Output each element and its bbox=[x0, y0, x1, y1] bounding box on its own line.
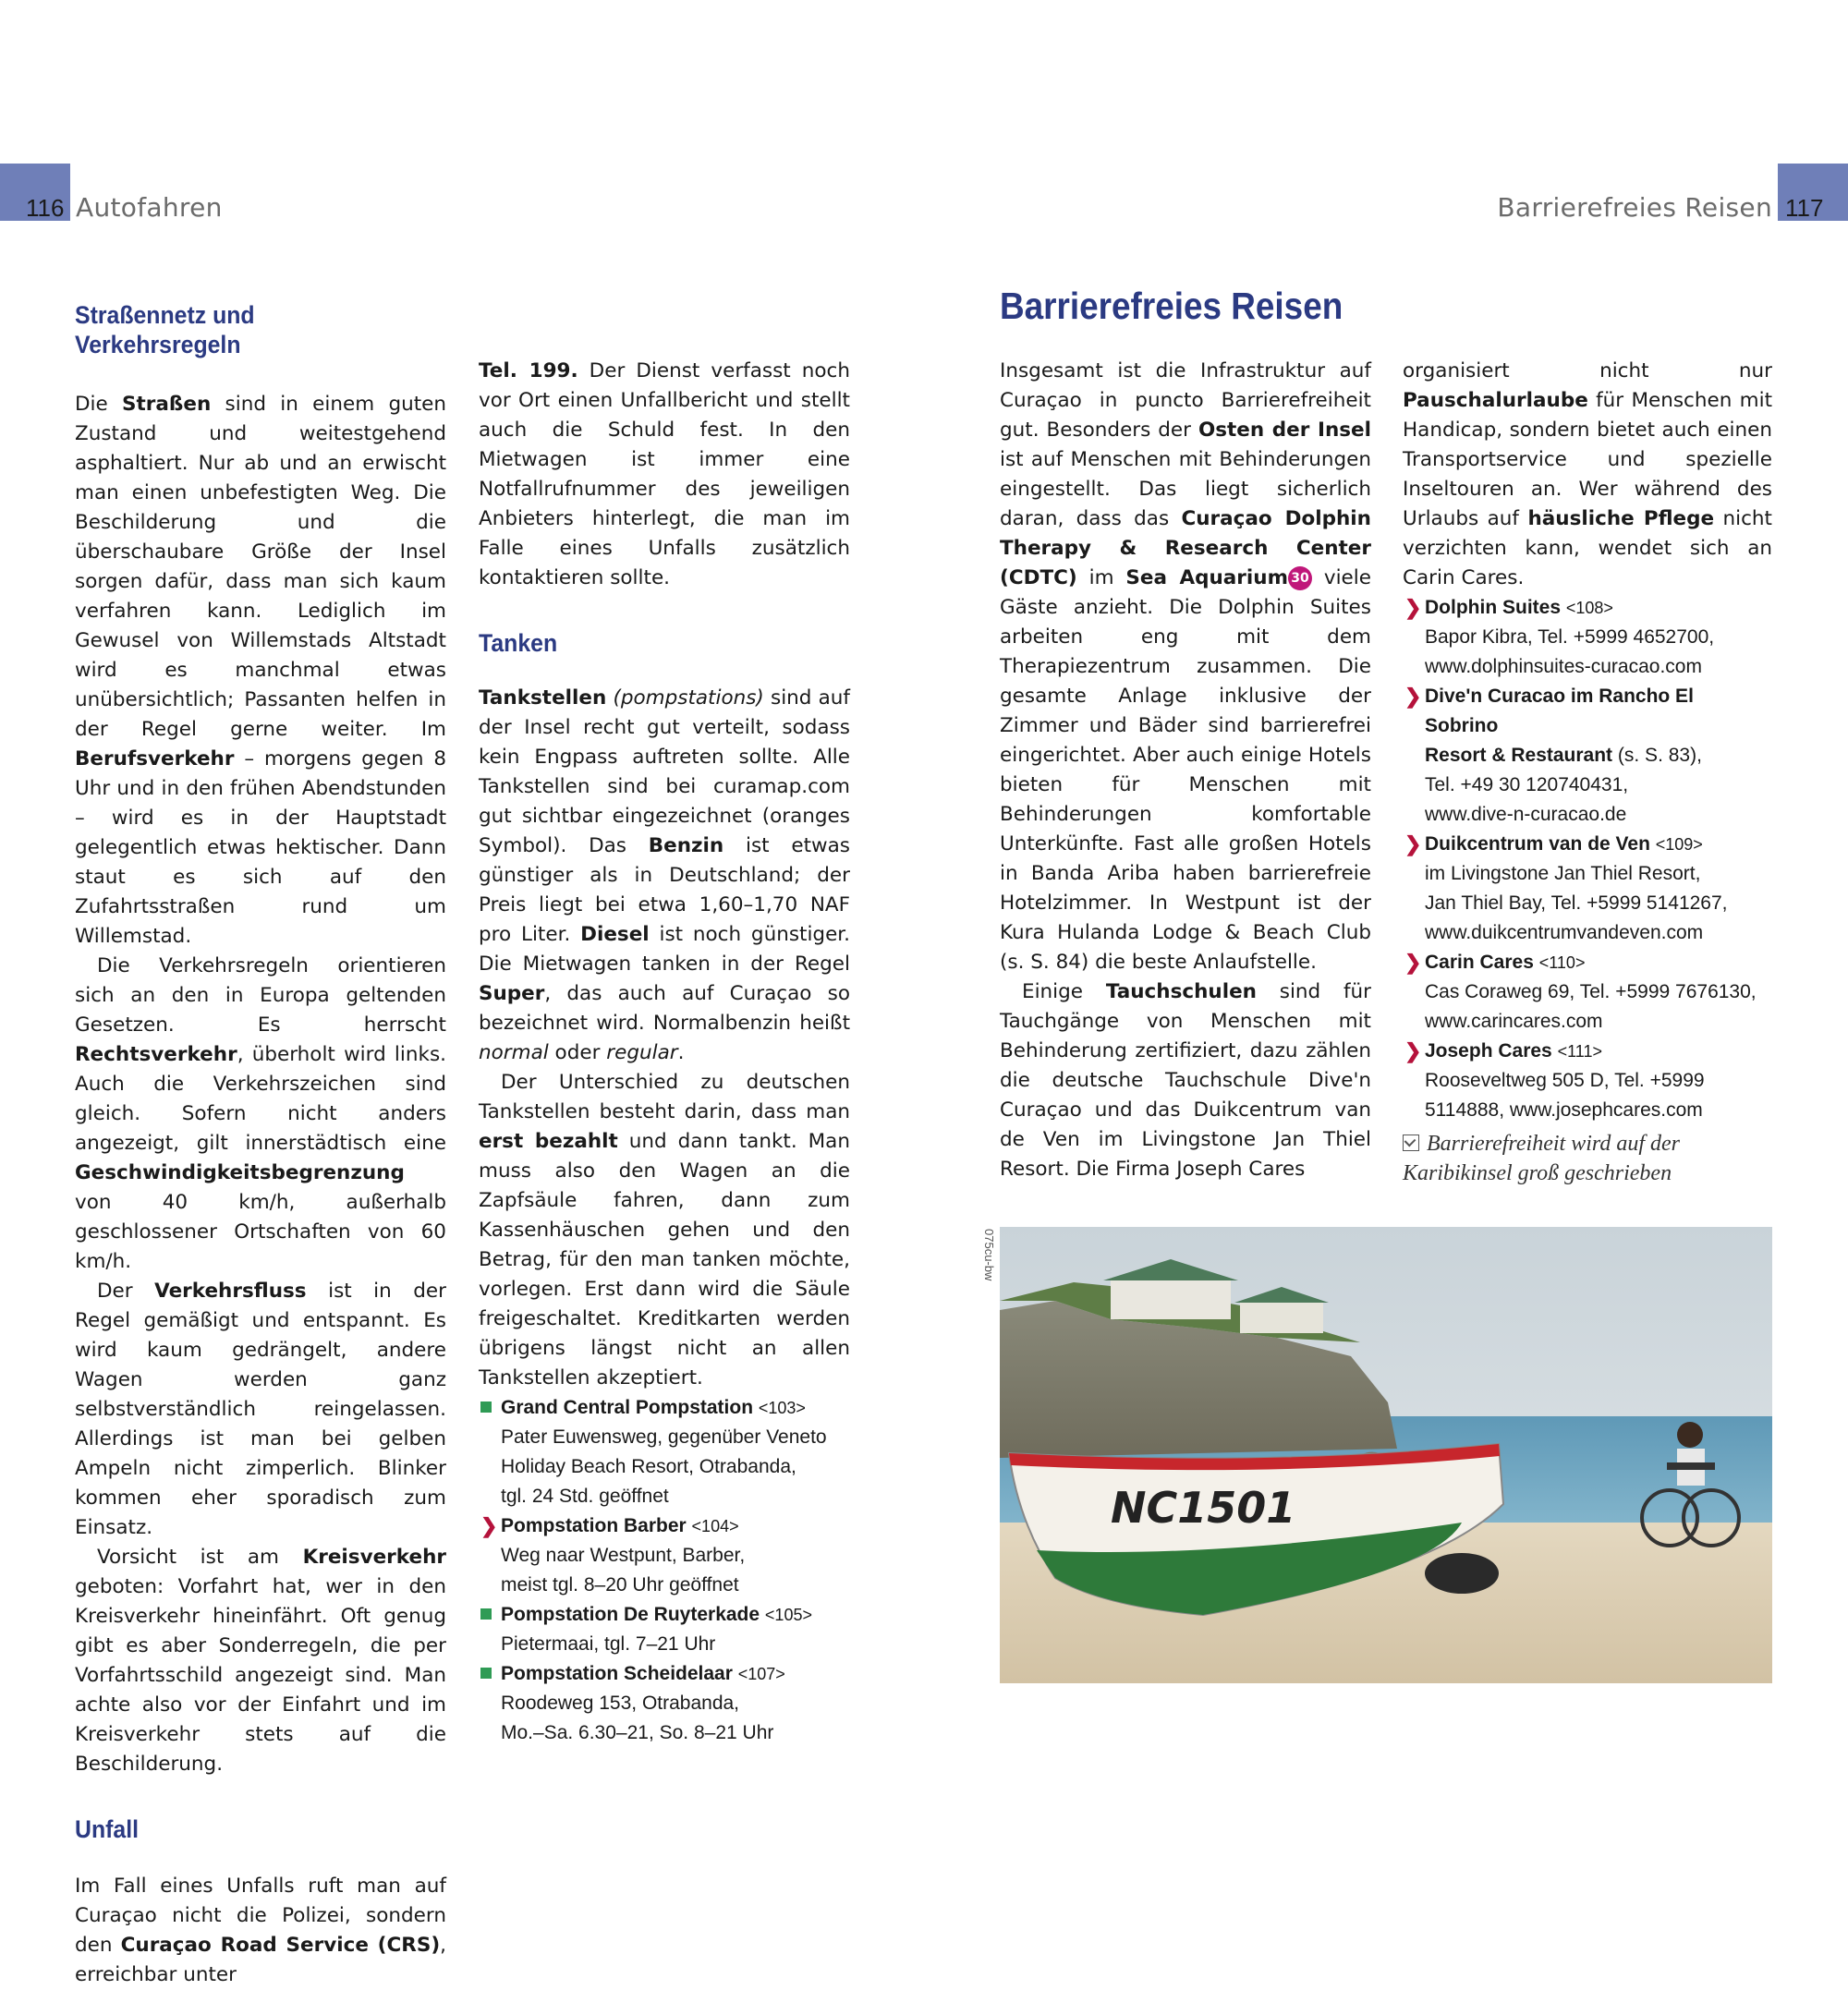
paragraph-fuel-payment: Der Unterschied zu deutschen Tankstellen besteht darin, dass man erst bezahlt und dann tankt. Man muss also den Wagen an die Zapfsäule fahren, dann zum Kassenhäuschen gehen und den Betrag, für den man tanken möchte, vorlegen. Erst dann wird die Säule freigeschaltet. Kreditkarten werden übrigens längst nicht an allen Tankstellen akzeptiert. bbox=[479, 1071, 850, 1389]
entry-name: Dolphin Suites bbox=[1425, 597, 1561, 618]
entry-name: Carin Cares bbox=[1425, 952, 1534, 973]
entry-detail-line: Jan Thiel Bay, Tel. +5999 5141267, bbox=[1425, 892, 1728, 914]
chevron-bullet-icon: ❯ bbox=[1404, 685, 1422, 708]
entry-detail-line: 5114888, www.josephcares.com bbox=[1425, 1099, 1703, 1121]
paragraph-roads: Die Straßen sind in einem guten Zustand und weitestgehend asphaltiert. Nur ab und an erwischt man einen unbefestigten Weg. Die Beschilderung und die überschaubare Größe der Insel sorgen dafür, dass man sich kaum verfahren kann. Lediglich im Gewusel von Willemstads Altstadt wird es manchmal etwas unübersichtlich; Passanten helfen in der Regel gerne weiter. Im Berufsverkehr – morgens gegen 8 Uhr und in den frühen Abendstunden – wird es in der Hauptstadt gelegentlich etwas hektischer. Dann staut es sich auf den Zufahrtsstraßen rund um Willemstad. bbox=[75, 393, 446, 948]
entry-ref: <103> bbox=[758, 1399, 806, 1417]
entry-detail-line: www.dive-n-curacao.de bbox=[1425, 804, 1627, 825]
entry-detail-line: im Livingstone Jan Thiel Resort, bbox=[1425, 863, 1701, 884]
entry-ref: <105> bbox=[764, 1606, 812, 1624]
paragraph-accessibility: Insgesamt ist die Infrastruktur auf Curaçao in puncto Barrierefreiheit gut. Besonders der Osten der Insel ist auf Menschen mit Behinderungen eingestellt. Das liegt sicherlich daran, dass das Curaçao Dolphin Therapy & Research Center (CDTC) im Sea Aquarium 30 viele Gäste anzieht. Die Dolphin Suites arbeiten eng mit dem Therapiezentrum zusammen. Die gesamte Anlage inklusive der Zimmer und Bäder sind barrierefrei eingerichtet. Aber auch einige Hotels bieten für Menschen mit Behinderungen komfortable Unterkünfte. Fast alle großen Hotels in Banda Ariba haben barrierefreie Hotelzimmer. In Westpunt ist der Kura Hulanda Lodge & Beach Club (s. S. 84) die beste Anlaufstelle. bbox=[1000, 359, 1371, 974]
entry-detail-line: Pater Euwensweg, gegenüber Veneto bbox=[501, 1426, 827, 1448]
entry-ref: <108> bbox=[1565, 599, 1613, 617]
entry-detail-line: tgl. 24 Std. geöffnet bbox=[501, 1486, 669, 1507]
page-title: Barrierefreies Reisen bbox=[1000, 285, 1343, 327]
paragraph-rules: Die Verkehrsregeln orientieren sich an den in Europa geltenden Gesetzen. Es herrscht Rechtsverkehr, überholt wird links. Auch die Verkehrszeichen sind gleich. Sofern nicht anders angezeigt, gilt innerstädtisch eine Geschwindigkeitsbegrenzung von 40 km/h, außerhalb geschlossener Ortschaften von 60 km/h. bbox=[75, 954, 446, 1273]
photo-credit: 075cu-bw bbox=[982, 1229, 996, 1281]
list-item bbox=[1403, 1037, 1772, 1125]
section-heading-roads: Straßennetz und Verkehrsregeln bbox=[75, 301, 255, 358]
chevron-bullet-icon: ❯ bbox=[1404, 951, 1422, 974]
square-bullet-icon bbox=[480, 1608, 492, 1620]
left-running-head: Autofahren bbox=[76, 192, 223, 223]
list-item bbox=[479, 1659, 850, 1748]
map-marker-badge: 30 bbox=[1288, 566, 1312, 590]
paragraph-diving-continued: organisiert nicht nur Pauschalurlaube für Menschen mit Handicap, sondern bietet auch einen Transportservice und spezielle Inseltouren an. Wer während des Urlaubs auf häusliche Pflege nicht verzichten kann, wendet sich an Carin Cares. bbox=[1403, 359, 1772, 589]
entry-detail-line: Holiday Beach Resort, Otrabanda, bbox=[501, 1456, 796, 1477]
entry-ref: <111> bbox=[1557, 1042, 1602, 1061]
left-page-number: 116 bbox=[26, 194, 65, 222]
caption-check-icon bbox=[1403, 1135, 1419, 1151]
paragraph-accident-part1: Im Fall eines Unfalls ruft man auf Curaçao nicht die Polizei, sondern den Curaçao Road Service (CRS), erreichbar unter bbox=[75, 1875, 446, 1986]
section-heading-fuel: Tanken bbox=[479, 629, 558, 657]
person-head bbox=[1677, 1422, 1703, 1448]
list-item bbox=[1403, 948, 1772, 1037]
entry-detail-line: Pietermaai, tgl. 7–21 Uhr bbox=[501, 1633, 716, 1655]
chevron-bullet-icon: ❯ bbox=[1404, 1039, 1422, 1062]
paragraph-traffic-flow: Der Verkehrsfluss ist in der Regel gemäßigt und entspannt. Es wird kaum gedrängelt, andere Wagen werden ganz selbstverständlich reingelassen. Allerdings ist man bei gelben Ampeln nicht zimperlich. Blinker kommen eher sporadisch zum Einsatz. bbox=[75, 1280, 446, 1539]
paragraph-fuel-stations: Tankstellen (pompstations) sind auf der Insel recht gut verteilt, sodass kein Engpass auftreten sollte. Alle Tankstellen sind bei curamap.com gut sichtbar eingezeichnet (oranges Symbol). Das Benzin ist etwas günstiger als in Deutschland; der Preis liegt bei etwa 1,60–1,70 NAF pro Liter. Diesel ist noch günstiger. Die Mietwagen tanken in der Regel Super, das auch auf Curaçao so bezeichnet wird. Normalbenzin heißt normal oder regular. bbox=[479, 686, 850, 1064]
paragraph-diving: Einige Tauchschulen sind für Tauchgänge von Menschen mit Behinderung zertifiziert, dazu zählen die deutsche Tauchschule Dive'n Curaçao und das Duikcentrum van de Ven im Livingstone Jan Thiel Resort. Die Firma Joseph Cares bbox=[1000, 980, 1372, 1181]
hotel-building bbox=[1111, 1278, 1231, 1319]
paragraph-roundabout: Vorsicht ist am Kreisverkehr geboten: Vorfahrt hat, wer in den Kreisverkehr hineinfährt. Oft genug gibt es aber Sonderregeln, die per Vorfahrtsschild angezeigt sind. Man achte also vor der Einfahrt und im Kreisverkehr stets auf die Beschilderung. bbox=[75, 1546, 446, 1776]
entry-detail-line: Tel. +49 30 120740431, bbox=[1425, 774, 1629, 795]
square-bullet-icon bbox=[480, 1668, 492, 1679]
entry-detail-line: Cas Coraweg 69, Tel. +5999 7676130, bbox=[1425, 981, 1757, 1002]
entry-ref: <110> bbox=[1538, 953, 1586, 972]
entry-ref: <107> bbox=[737, 1665, 785, 1683]
list-item bbox=[1403, 682, 1772, 830]
chevron-bullet-icon: ❯ bbox=[1404, 832, 1422, 855]
entry-name: Dive'n Curacao im Rancho El Sobrino bbox=[1425, 686, 1694, 736]
contact-list bbox=[1403, 593, 1772, 1125]
section-heading-accident: Unfall bbox=[75, 1815, 140, 1843]
entry-name-continued: Resort & Restaurant bbox=[1425, 745, 1613, 766]
left-column-2 bbox=[479, 357, 850, 1748]
entry-detail-line: Roodeweg 153, Otrabanda, bbox=[501, 1693, 740, 1714]
beach-photo bbox=[1000, 1227, 1772, 1683]
entry-detail-line: Rooseveltweg 505 D, Tel. +5999 bbox=[1425, 1070, 1705, 1091]
chevron-bullet-icon: ❯ bbox=[480, 1514, 498, 1537]
list-item bbox=[479, 1393, 850, 1511]
hotel-building-2 bbox=[1240, 1301, 1323, 1333]
square-bullet-icon bbox=[480, 1401, 492, 1413]
entry-detail-line: www.duikcentrumvandeven.com bbox=[1425, 922, 1704, 943]
entry-detail-line: Bapor Kibra, Tel. +5999 4652700, bbox=[1425, 626, 1715, 648]
boat-label: NC1501 bbox=[1111, 1483, 1296, 1533]
right-running-head: Barrierefreies Reisen bbox=[1497, 192, 1772, 223]
chevron-bullet-icon: ❯ bbox=[1404, 596, 1422, 619]
entry-name: Duikcentrum van de Ven bbox=[1425, 833, 1650, 855]
station-list bbox=[479, 1393, 850, 1748]
entry-detail-line: meist tgl. 8–20 Uhr geöffnet bbox=[501, 1574, 739, 1596]
list-item bbox=[479, 1600, 850, 1659]
list-item bbox=[1403, 593, 1772, 682]
photo-caption: Barrierefreiheit wird auf der Karibikinsel groß geschrieben bbox=[1403, 1132, 1680, 1185]
entry-detail-line: www.dolphinsuites-curacao.com bbox=[1425, 656, 1702, 677]
entry-ref: <109> bbox=[1655, 835, 1703, 854]
entry-name: Pompstation Scheidelaar bbox=[501, 1663, 733, 1684]
paragraph-accident-part2: Tel. 199. Der Dienst verfasst noch vor Ort einen Unfallbericht und stellt auch die Schuld fest. In den Mietwagen ist immer eine Notfallrufnummer des jeweiligen Anbieters hinterlegt, die man im Falle eines Unfalls zusätzlich kontaktieren sollte. bbox=[479, 359, 850, 589]
right-page-number: 117 bbox=[1785, 194, 1824, 222]
list-item bbox=[1403, 830, 1772, 948]
entry-detail-line: www.carincares.com bbox=[1425, 1011, 1603, 1032]
right-column-2 bbox=[1403, 357, 1772, 1125]
tire bbox=[1425, 1553, 1499, 1594]
entry-name: Pompstation Barber bbox=[501, 1515, 687, 1536]
right-column-1 bbox=[1000, 357, 1371, 1184]
entry-name: Pompstation De Ruyterkade bbox=[501, 1604, 760, 1625]
entry-ref: <104> bbox=[691, 1517, 739, 1535]
list-item bbox=[479, 1511, 850, 1600]
entry-detail-line: Weg naar Westpunt, Barber, bbox=[501, 1545, 746, 1566]
wheelchair-frame bbox=[1667, 1462, 1715, 1470]
entry-name: Grand Central Pompstation bbox=[501, 1397, 754, 1418]
entry-detail-line: Mo.–Sa. 6.30–21, So. 8–21 Uhr bbox=[501, 1722, 774, 1743]
left-column-1 bbox=[75, 300, 446, 1990]
entry-name: Joseph Cares bbox=[1425, 1040, 1552, 1062]
entry-name-suffix: (s. S. 83), bbox=[1612, 745, 1702, 766]
